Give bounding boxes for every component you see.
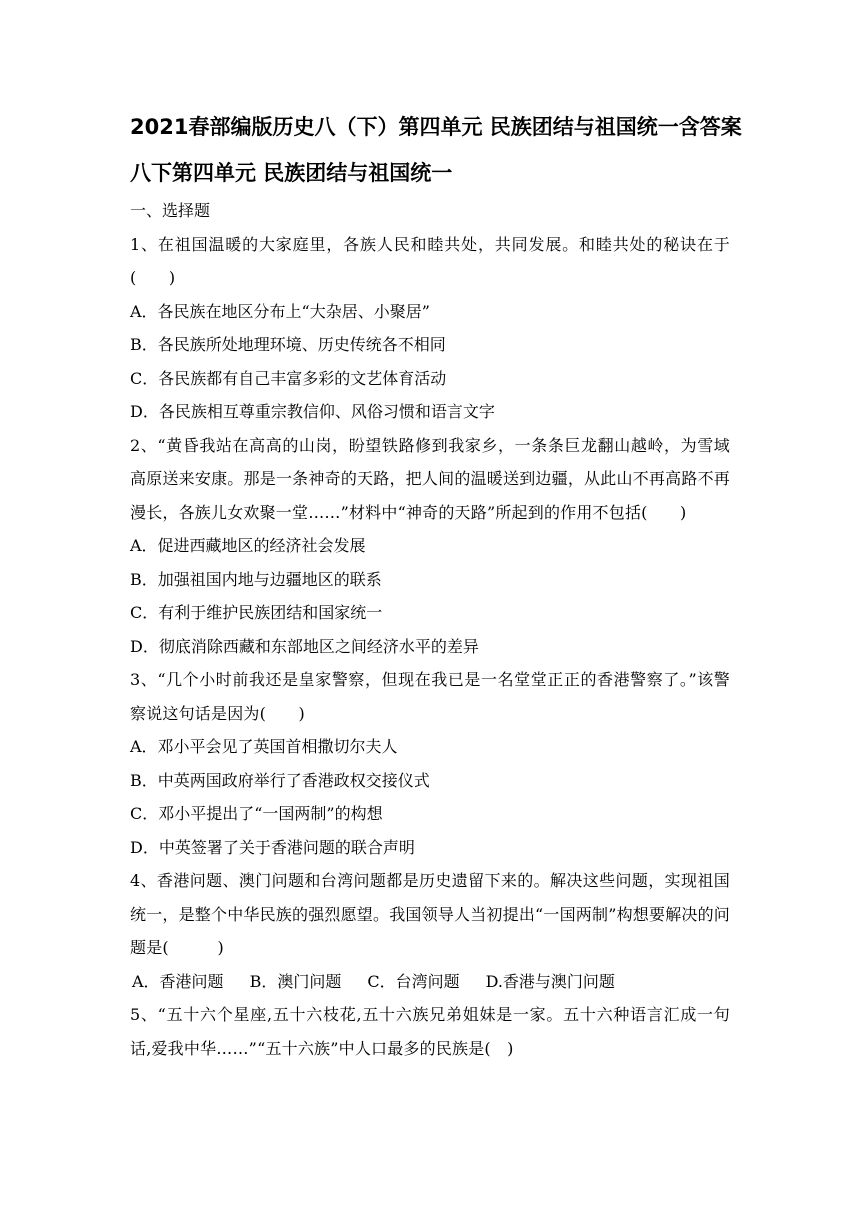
option-c: C．邓小平提出了“一国两制”的构想 bbox=[130, 804, 383, 823]
option-b: B．澳门问题 bbox=[249, 971, 342, 991]
option-b: B．加强祖国内地与边疆地区的联系 bbox=[130, 569, 382, 589]
option-d: D．各民族相互尊重宗教信仰、风俗习惯和语言文字 bbox=[130, 402, 495, 421]
question-stem: 5、“五十六个星座,五十六枝花,五十六族兄弟姐妹是一家。五十六种语言汇成一句话,爱我中华……”“五十六族”中人口最多的民族是( ) bbox=[130, 1005, 730, 1058]
question-1 bbox=[130, 228, 730, 429]
question-stem: 4、香港问题、澳门问题和台湾问题都是历史遗留下来的。解决这些问题，实现祖国统一，是整个中华民族的强烈愿望。我国领导人当初提出“一国两制”构想要解决的问题是( ) bbox=[130, 871, 730, 957]
document-subtitle: 八下第四单元 民族团结与祖国统一 bbox=[130, 161, 453, 185]
option-c: C．各民族都有自己丰富多彩的文艺体育活动 bbox=[130, 368, 447, 388]
question-4 bbox=[130, 864, 730, 998]
option-c: C．有利于维护民族团结和国家统一 bbox=[130, 603, 383, 622]
question-3 bbox=[130, 663, 730, 864]
question-stem: 2、“黄昏我站在高高的山岗，盼望铁路修到我家乡，一条条巨龙翻山越岭，为雪域高原送来安康。那是一条神奇的天路，把人间的温暖送到边疆，从此山不再高路不再漫长，各族儿女欢聚一堂……”材料中“神奇的天路”所起到的作用不包括( ) bbox=[130, 435, 730, 522]
option-a: A．促进西藏地区的经济社会发展 bbox=[130, 536, 366, 555]
option-b: B．各民族所处地理环境、历史传统各不相同 bbox=[130, 335, 446, 354]
question-2 bbox=[130, 429, 730, 664]
option-d: D.香港与澳门问题 bbox=[485, 971, 615, 991]
option-b: B．中英两国政府举行了香港政权交接仪式 bbox=[130, 770, 430, 790]
option-row bbox=[130, 965, 730, 999]
question-5 bbox=[130, 998, 730, 1065]
option-d: D．中英签署了关于香港问题的联合声明 bbox=[130, 837, 415, 857]
option-a: A．邓小平会见了英国首相撒切尔夫人 bbox=[130, 737, 398, 756]
section-heading: 一、选择题 bbox=[130, 201, 211, 220]
question-stem: 1、在祖国温暖的大家庭里，各族人民和睦共处，共同发展。和睦共处的秘诀在于( ) bbox=[130, 234, 730, 287]
option-a: A．香港问题 bbox=[132, 971, 224, 991]
document-title: 2021春部编版历史八（下）第四单元 民族团结与祖国统一含答案 bbox=[130, 115, 742, 139]
document-page bbox=[130, 110, 742, 1065]
question-stem: 3、“几个小时前我还是皇家警察，但现在我已是一名堂堂正正的香港警察了。”该警察说这句话是因为( ) bbox=[130, 670, 730, 723]
option-a: A．各民族在地区分布上“大杂居、小聚居” bbox=[130, 301, 430, 321]
option-c: C．台湾问题 bbox=[367, 971, 460, 991]
option-d: D．彻底消除西藏和东部地区之间经济水平的差异 bbox=[130, 636, 479, 656]
